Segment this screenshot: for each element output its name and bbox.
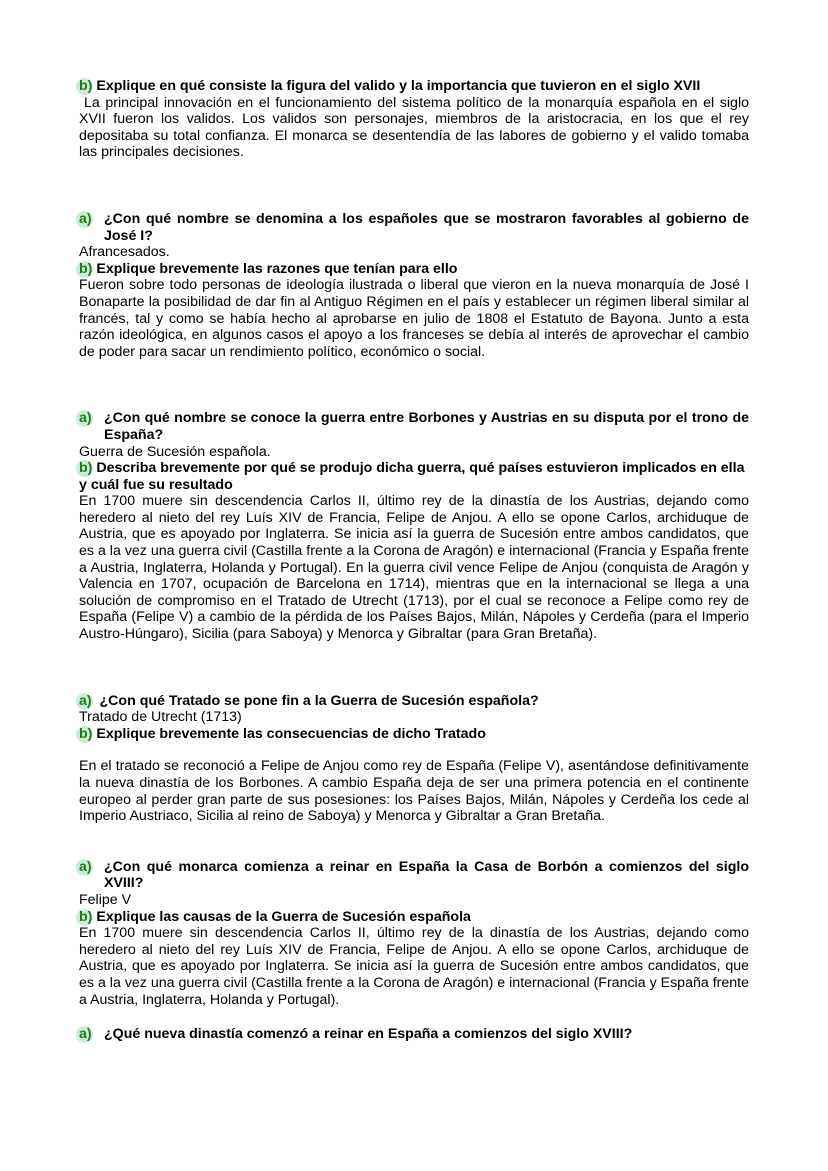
question-b: [79, 909, 749, 926]
answer-paragraph: Fueron sobre todo personas de ideología ilustrada o liberal que vieron en la nueva monarquía de José I Bonaparte la posibilidad de dar fin al Antiguo Régimen en el país y establecer un régimen liberal similar al francés, tal y como se había hecho al aprobarse en julio de 1808 el Estatuto de Bayona. Junto a esta razón ideológica, en algunos casos el apoyo a los franceses se debía al interés de aprovechar el cambio de poder para sacar un rendimiento político, económico o social.: [79, 277, 749, 360]
question-marker: a): [79, 211, 104, 244]
question-marker: a): [79, 692, 92, 709]
question-b: [79, 261, 749, 278]
answer-paragraph: En el tratado se reconoció a Felipe de Anjou como rey de España (Felipe V), asentándose definitivamente la nueva dinastía de los Borbones. A cambio España deja de ser una primera potencia en el continente europeo al perder gran parte de sus posesiones: los Países Bajos, Milán, Nápoles y Cerdeña los cede al Imperio Austriaco, Sicilia al reino de Saboya) y Menorca y Gibraltar a Gran Bretaña.: [79, 758, 749, 825]
short-answer: Tratado de Utrecht (1713): [79, 709, 242, 726]
short-answer: Guerra de Sucesión española.: [79, 443, 271, 460]
question-a: [79, 1026, 749, 1043]
question-text: Explique brevemente las consecuencias de dicho Tratado: [96, 725, 486, 742]
answer-paragraph: En 1700 muere sin descendencia Carlos II, último rey de la dinastía de los Austrias, dejando como heredero al nieto del rey Luís XIV de Francia, Felipe de Anjou. A ello se opone Carlos, archiduque de Austria, que es apoyado por Inglaterra. Se inicia así la guerra de Sucesión entre ambos candidatos, que es a la vez una guerra civil (Castilla frente a la Corona de Aragón) e internacional (Francia y España frente a Austria, Inglaterra, Holanda y Portugal).: [79, 925, 749, 1008]
question-marker: a): [79, 1026, 104, 1043]
question-marker: b): [79, 725, 93, 742]
question-a: [79, 410, 749, 443]
question-text: ¿Con qué monarca comienza a reinar en España la Casa de Borbón a comienzos del siglo XVIII?: [104, 858, 749, 892]
question-a: [79, 211, 749, 244]
question-a: [79, 859, 749, 892]
section-guerra-sucesion: [79, 410, 749, 642]
short-answer: Afrancesados.: [79, 244, 170, 261]
question-b: [79, 460, 749, 493]
question-marker: a): [79, 859, 104, 892]
section-valido: [79, 78, 749, 161]
question-a: [79, 693, 749, 710]
question-b: [79, 78, 749, 95]
question-text: ¿Qué nueva dinastía comenzó a reinar en España a comienzos del siglo XVIII?: [104, 1026, 633, 1043]
section-casa-borbon: [79, 859, 749, 1008]
section-tratado-utrecht: [79, 693, 749, 825]
question-text: Describa brevemente por qué se produjo dicha guerra, qué países estuvieron implicados en ella y cuál fue su resultado: [79, 460, 745, 493]
section-afrancesados: [79, 211, 749, 360]
question-marker: b): [79, 78, 93, 94]
short-answer: Felipe V: [79, 891, 132, 908]
answer-paragraph: En 1700 muere sin descendencia Carlos II, último rey de la dinastía de los Austrias, dejando como heredero al nieto del rey Luís XIV de Francia, Felipe de Anjou. A ello se opone Carlos, archiduque de Austria, que es apoyado por Inglaterra. Se inicia así la guerra de Sucesión entre ambos candidatos, que es a la vez una guerra civil (Castilla frente a la Corona de Aragón) e internacional (Francia y España frente a Austria, Inglaterra, Holanda y Portugal). En la guerra civil vence Felipe de Anjou (conquista de Aragón y Valencia en 1707, ocupación de Barcelona en 1714), mientras que en la internacional se llega a una solución de compromiso en el Tratado de Utrecht (1713), por el cual se reconoce a Felipe como rey de España (Felipe V) a cambio de la pérdida de los Países Bajos, Milán, Nápoles y Cerdeña (para el Imperio Austro-Húngaro), Sicilia (para Saboya) y Menorca y Gibraltar (para Gran Bretaña).: [79, 493, 749, 643]
question-marker: a): [79, 410, 104, 443]
question-text: Explique en qué consiste la figura del valido y la importancia que tuvieron en el siglo XVII: [96, 78, 701, 94]
question-b: [79, 726, 749, 743]
question-text: Explique las causas de la Guerra de Sucesión española: [96, 908, 471, 925]
question-text: Explique brevemente las razones que tenían para ello: [96, 260, 458, 277]
question-marker: b): [79, 908, 93, 925]
section-nueva-dinastia: [79, 1026, 749, 1043]
question-text: ¿Con qué Tratado se pone fin a la Guerra de Sucesión española?: [99, 692, 539, 709]
question-marker: b): [79, 460, 93, 477]
document-page: [79, 78, 749, 1043]
question-text: ¿Con qué nombre se denomina a los españoles que se mostraron favorables al gobierno de José I?: [104, 210, 749, 244]
answer-paragraph: La principal innovación en el funcionamiento del sistema político de la monarquía española en el siglo XVII fueron los validos. Los validos son personajes, miembros de la aristocracia, en los que el rey depositaba su total confianza. El monarca se desentendía de las labores de gobierno y el valido tomaba las principales decisiones.: [79, 94, 749, 161]
question-marker: b): [79, 260, 93, 277]
question-text: ¿Con qué nombre se conoce la guerra entre Borbones y Austrias en su disputa por el trono de España?: [104, 410, 749, 443]
